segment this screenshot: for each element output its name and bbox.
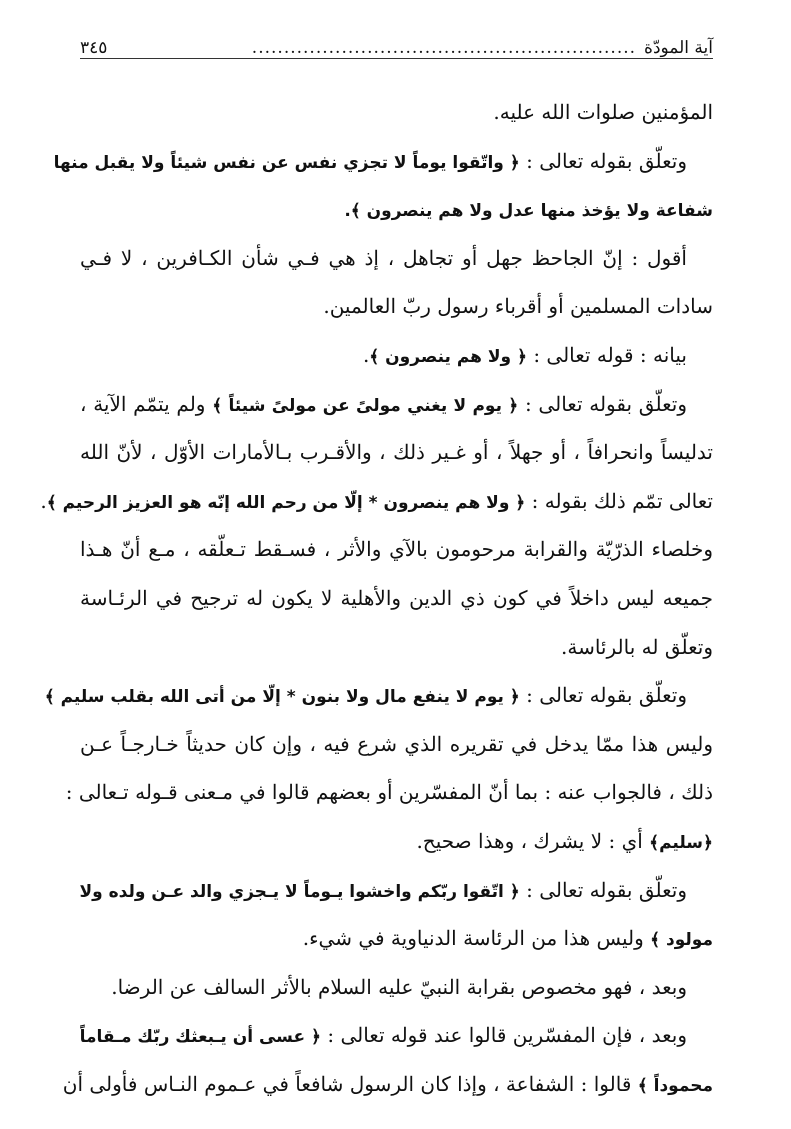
- text-line: [80, 380, 713, 429]
- text-line: [80, 234, 713, 283]
- text-line: [40, 477, 713, 526]
- quran-quote: ﴿ يوم لا ينفع مال ولا بنون * إلّا من أتى الله بقلب سليم ﴾: [44, 687, 520, 708]
- text-segment: أي : لا يشرك ، وهذا صحيح.: [416, 828, 650, 853]
- text-line: [80, 428, 713, 477]
- text-segment: .: [362, 342, 370, 367]
- page-body: [40, 88, 713, 1108]
- text-segment: وتعلّق بقوله تعالى :: [519, 683, 687, 708]
- text-segment: وبعد ، فإن المفسّرين قالوا عند قوله تعالى :: [320, 1023, 687, 1048]
- text-line: [44, 671, 713, 720]
- text-segment: وتعلّق بقوله تعالى :: [518, 391, 687, 416]
- text-segment: ولم يتمّم الآية ،: [80, 391, 213, 416]
- text-segment: وتعلّق بقوله تعالى :: [519, 877, 687, 902]
- text-line: [80, 914, 713, 963]
- page-number: ٣٤٥: [80, 38, 108, 58]
- quran-quote: ﴿ يوم لا يغني مولىً عن مولىً شيئاً ﴾: [212, 395, 519, 416]
- quran-quote: ﴿ واتّقوا يوماً لا تجزي نفس عن نفس شيئاً ولا يقبل منها: [53, 152, 520, 173]
- text-line: [80, 963, 713, 1012]
- text-line: [80, 574, 713, 623]
- chapter-title: آية المودّة: [644, 38, 713, 58]
- text-segment: وخلصاء الذرّيّة والقرابة مرحومون بالآي والأثر ، فسـقط تـعلّقه ، مـع أنّ هـذا: [80, 537, 713, 562]
- quran-quote: ﴿ اتّقوا ربّكم واخشوا يـوماً لا يـجزي والد عـن ولده ولا: [79, 881, 520, 902]
- quran-quote: ﴿ ولا هم ينصرون ﴾: [369, 346, 527, 367]
- text-line: [80, 720, 713, 769]
- text-line: [80, 282, 713, 331]
- text-segment: وبعد ، فهو مخصوص بقرابة النبيّ عليه السلام بالأثر السالف عن الرضا.: [111, 974, 687, 999]
- text-line: [80, 866, 713, 915]
- text-segment: بيانه : قوله تعالى :: [526, 342, 687, 367]
- text-line: [80, 525, 713, 574]
- text-segment: تعالى تمّم ذلك بقوله :: [525, 488, 713, 513]
- text-line: [62, 1060, 713, 1109]
- text-line: [53, 137, 713, 186]
- text-line: [80, 88, 713, 137]
- text-segment: .: [40, 488, 47, 513]
- quran-quote: مولود ﴾: [650, 930, 713, 951]
- quran-quote: ﴿سليم﴾: [649, 832, 713, 853]
- text-segment: أقول : إنّ الجاحظ جهل أو تجاهل ، إذ هي فـي شأن الكـافرين ، لا فـي: [80, 245, 687, 270]
- quran-quote: ﴿ عسى أن يـبعثك ربّك مـقاماً: [79, 1027, 321, 1048]
- text-segment: قالوا : الشفاعة ، وإذا كان الرسول شافعاً في عـموم النـاس فأولى أن: [62, 1071, 638, 1096]
- text-segment: تدليساً وانحرافاً ، أو جهلاً ، أو غـير ذلك ، والأقـرب بـالأمارات الأوّل ، لأنّ الله: [80, 440, 713, 465]
- text-segment: جميعه ليس داخلاً في كون ذي الدين والأهلية لا يكون له ترجيح في الرئـاسة: [80, 585, 713, 610]
- text-segment: وليس هذا ممّا يدخل في تقريره الذي شرع فيه ، وإن كان حديثاً خـارجـاً عـن: [80, 731, 713, 756]
- text-segment: المؤمنين صلوات الله عليه.: [493, 100, 713, 124]
- text-line: [80, 623, 713, 672]
- text-line: [65, 768, 713, 817]
- text-line: [80, 1011, 713, 1060]
- text-segment: وتعلّق له بالرئاسة.: [561, 634, 713, 659]
- text-segment: سادات المسلمين أو أقرباء رسول ربّ العالمين.: [323, 294, 713, 319]
- text-segment: وليس هذا من الرئاسة الدنياوية في شيء.: [302, 926, 651, 951]
- text-line: [80, 331, 713, 380]
- text-segment: ذلك ، فالجواب عنه : بما أنّ المفسّرين أو بعضهم قالوا في مـعنى قـوله تـعالى :: [65, 780, 713, 805]
- running-header: [80, 30, 713, 59]
- text-line: [80, 817, 713, 866]
- quran-quote: محموداً ﴾: [637, 1075, 713, 1096]
- text-segment: وتعلّق بقوله تعالى :: [519, 148, 687, 173]
- text-line: [80, 185, 713, 234]
- leader-dots: ............................................................: [251, 38, 637, 58]
- quran-quote: ﴿ ولا هم ينصرون * إلّا من رحم الله إنّه هو العزيز الرحيم ﴾: [46, 492, 526, 513]
- quran-quote: شفاعة ولا يؤخذ منها عدل ولا هم ينصرون ﴾.: [344, 201, 713, 222]
